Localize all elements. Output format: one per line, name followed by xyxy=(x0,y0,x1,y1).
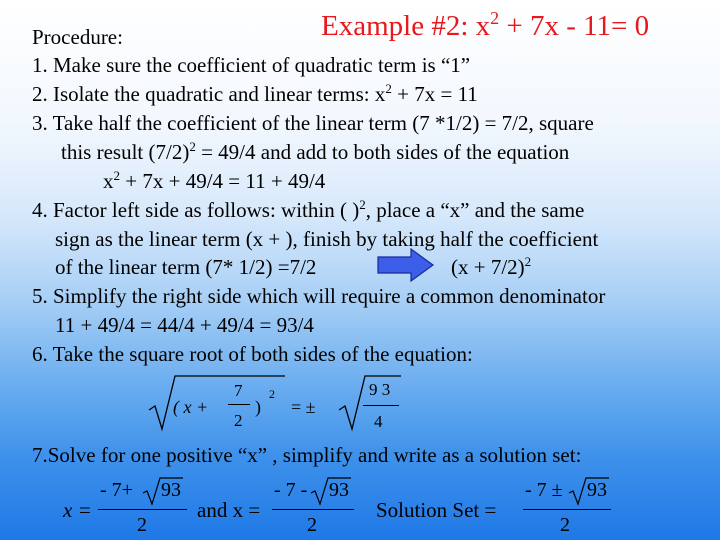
title-rest: + 7x - 11= 0 xyxy=(499,10,650,42)
title-prefix: Example #2: x xyxy=(321,10,491,42)
solution-set-label: Solution Set = xyxy=(376,498,497,522)
step-3-equation xyxy=(103,169,325,194)
step-4-e-text: (x + 7/2) xyxy=(451,255,525,279)
step-5-line-a: 5. Simplify the right side which will require a common denominator xyxy=(32,284,606,308)
step-6: 6. Take the square root of both sides of the equation: xyxy=(32,342,473,366)
sqrt-frac-bar xyxy=(228,404,250,405)
solution-and-label: and x = xyxy=(197,498,261,522)
step-4-a-text: 4. Factor left side as follows: within ( ) xyxy=(32,198,360,222)
solution-x2-num: - 7 - xyxy=(274,479,308,501)
step-7: 7.Solve for one positive “x” , simplify and write as a solution set: xyxy=(32,443,582,467)
step-2-text-b: + 7x = 11 xyxy=(391,82,478,106)
step-3-eq-a: x xyxy=(103,169,114,193)
left-radical-sign xyxy=(145,372,295,432)
solution-x3-den: 2 xyxy=(560,514,570,536)
step-4-e-sup: 2 xyxy=(524,253,532,269)
sqrt-rparen: ) xyxy=(255,397,261,417)
solution-x2-den: 2 xyxy=(307,514,317,536)
step-4-b-text: , place a “x” and the same xyxy=(365,198,585,222)
step-3-eq-b: + 7x + 49/4 = 11 + 49/4 xyxy=(120,169,326,193)
solution-x1-den: 2 xyxy=(137,514,147,536)
solution-x1-num xyxy=(100,479,133,502)
solution-x3-num: - 7 ± xyxy=(525,479,563,501)
sqrt-lparen: ( x + xyxy=(173,397,209,417)
procedure-label: Procedure: xyxy=(32,25,123,49)
solution-x1-num-a: - 7+ xyxy=(100,479,133,501)
sqrt-num: 7 xyxy=(234,381,243,400)
step-4-line-c: sign as the linear term (x + ), finish by taking half the coefficient xyxy=(55,227,599,251)
solution-x1-lhs-text: x = xyxy=(63,498,92,522)
title-sup: 2 xyxy=(490,7,500,28)
step-4-a-sup: 2 xyxy=(359,196,366,212)
sqrt-rnum: 9 3 xyxy=(369,380,391,399)
sqrt-den: 2 xyxy=(234,411,243,430)
step-4-line-d: of the linear term (7* 1/2) =7/2 xyxy=(55,255,317,279)
step-3-b-sup: 2 xyxy=(189,138,196,154)
step-1: 1. Make sure the coefficient of quadratic term is “1” xyxy=(32,53,471,77)
solution-x1-rad: 93 xyxy=(161,479,181,501)
solution-x2-bar xyxy=(272,509,354,510)
step-3-line-b xyxy=(61,140,569,165)
step-3-b-text: this result (7/2) xyxy=(61,140,190,164)
step-4-line-a xyxy=(32,198,584,223)
sqrt-rfrac-bar xyxy=(363,405,399,406)
step-4-result xyxy=(451,255,531,280)
slide-title xyxy=(321,7,650,43)
solution-x2-rad: 93 xyxy=(329,479,349,501)
sqrt-rden: 4 xyxy=(374,412,383,431)
step-3-line-a: 3. Take half the coefficient of the linear term (7 *1/2) = 7/2, square xyxy=(32,111,594,135)
solution-x1-lhs xyxy=(63,498,92,523)
step-2 xyxy=(32,82,478,107)
step-5-line-b: 11 + 49/4 = 44/4 + 49/4 = 93/4 xyxy=(55,313,314,337)
step-3-eq-sup: 2 xyxy=(113,167,121,183)
sqrt-equals-pm: = ± xyxy=(291,397,316,417)
step-2-text-a: 2. Isolate the quadratic and linear terms: x xyxy=(32,82,386,106)
solution-x3-rad: 93 xyxy=(587,479,607,501)
step-2-sup: 2 xyxy=(385,80,392,96)
solution-x1-bar xyxy=(98,509,187,510)
step-3-c-text: = 49/4 and add to both sides of the equation xyxy=(195,140,570,164)
right-arrow-icon xyxy=(377,248,435,282)
sqrt-exp: 2 xyxy=(269,387,275,401)
solution-x3-bar xyxy=(523,509,611,510)
